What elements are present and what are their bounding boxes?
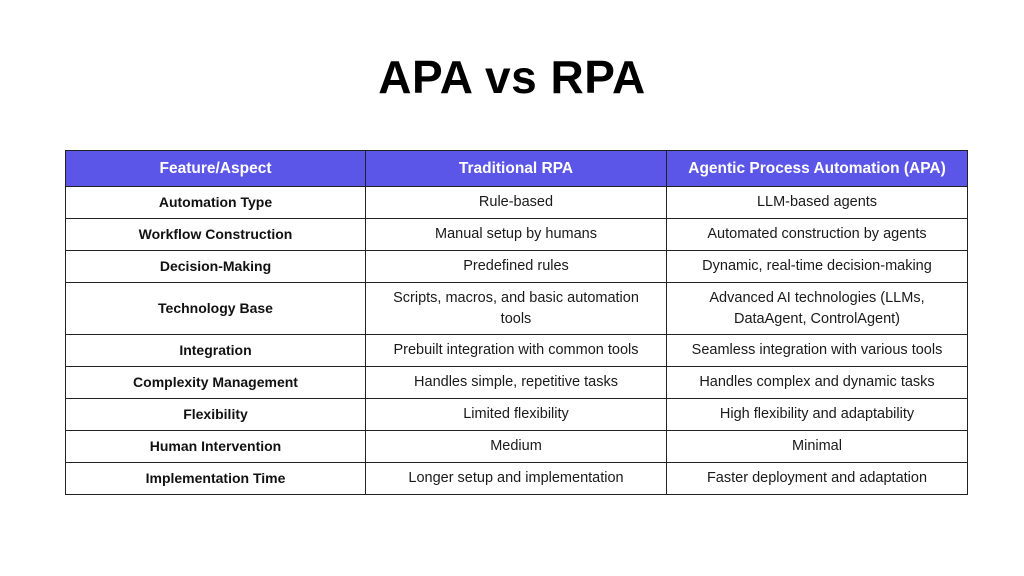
page-title: APA vs RPA	[378, 51, 646, 103]
feature-cell: Implementation Time	[66, 463, 366, 495]
apa-cell: Minimal	[667, 431, 968, 463]
table-row	[66, 219, 968, 251]
rpa-cell: Manual setup by humans	[366, 219, 667, 251]
feature-cell: Workflow Construction	[66, 219, 366, 251]
table-row	[66, 463, 968, 495]
table-row	[66, 283, 968, 335]
feature-cell: Complexity Management	[66, 367, 366, 399]
rpa-cell: Predefined rules	[366, 251, 667, 283]
apa-cell: Automated construction by agents	[667, 219, 968, 251]
table-header-row	[66, 151, 968, 187]
table-row	[66, 431, 968, 463]
apa-cell: Seamless integration with various tools	[667, 335, 968, 367]
rpa-cell: Medium	[366, 431, 667, 463]
feature-cell: Technology Base	[66, 283, 366, 335]
apa-cell: Advanced AI technologies (LLMs, DataAgent, ControlAgent)	[667, 283, 968, 335]
feature-cell: Flexibility	[66, 399, 366, 431]
table-row	[66, 367, 968, 399]
apa-cell: Dynamic, real-time decision-making	[667, 251, 968, 283]
table-row	[66, 335, 968, 367]
feature-cell: Human Intervention	[66, 431, 366, 463]
rpa-cell: Longer setup and implementation	[366, 463, 667, 495]
comparison-table	[65, 150, 968, 495]
apa-cell: High flexibility and adaptability	[667, 399, 968, 431]
column-header-apa: Agentic Process Automation (APA)	[667, 151, 968, 187]
table-row	[66, 187, 968, 219]
rpa-cell: Handles simple, repetitive tasks	[366, 367, 667, 399]
rpa-cell: Scripts, macros, and basic automation tools	[366, 283, 667, 335]
column-header-rpa: Traditional RPA	[366, 151, 667, 187]
table-row	[66, 399, 968, 431]
table-row	[66, 251, 968, 283]
apa-cell: LLM-based agents	[667, 187, 968, 219]
feature-cell: Decision-Making	[66, 251, 366, 283]
rpa-cell: Limited flexibility	[366, 399, 667, 431]
feature-cell: Automation Type	[66, 187, 366, 219]
apa-cell: Faster deployment and adaptation	[667, 463, 968, 495]
column-header-feature: Feature/Aspect	[66, 151, 366, 187]
apa-cell: Handles complex and dynamic tasks	[667, 367, 968, 399]
rpa-cell: Rule-based	[366, 187, 667, 219]
rpa-cell: Prebuilt integration with common tools	[366, 335, 667, 367]
feature-cell: Integration	[66, 335, 366, 367]
